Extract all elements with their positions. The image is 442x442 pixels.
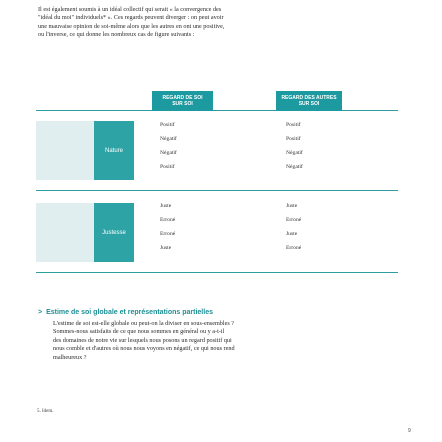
table-cell: Négatif [160, 136, 177, 142]
row-group-background [36, 121, 94, 180]
table-cell: Erroné [286, 217, 302, 223]
section-paragraph [53, 320, 395, 362]
table-cell: Erroné [286, 245, 302, 251]
header-others-view-line1: REGARD DES AUTRES [281, 95, 337, 101]
intro-line: une mauvaise opinion de soi-même alors que les autres en ont une positive, [38, 22, 225, 30]
para-line: des domaines de notre vie sur lesquels nous posons un regard positif qui [53, 336, 232, 344]
page-number: 9 [408, 428, 411, 434]
table-cell: Positif [286, 136, 301, 142]
row-group-label-text: Justesse [102, 229, 126, 236]
row-group-label-nature [94, 121, 134, 180]
intro-line: "idéal du moi" individuels* ». Ces regards peuvent diverger : on peut avoir [38, 14, 224, 22]
row-group-label-text: Nature [104, 147, 123, 154]
para-line: malheureux ? [53, 353, 87, 361]
table-cell: Erroné [160, 231, 176, 237]
table-cell: Positif [160, 164, 175, 170]
table-cell: Négatif [286, 164, 303, 170]
table-cell: Juste [286, 203, 298, 209]
intro-line: ou l'inverse, ce qui donne les nombreux cas de figure suivants : [38, 31, 195, 39]
row-group-label-justesse [94, 203, 134, 262]
header-self-view-line2: SUR SOI [172, 101, 193, 107]
section-heading [38, 309, 213, 316]
header-others-view [276, 91, 342, 111]
section-marker-icon: > [38, 309, 43, 316]
intro-paragraph [38, 6, 408, 40]
row-group-background [36, 203, 94, 262]
section-title-text: Estime de soi globale et représentations partielles [46, 309, 213, 316]
table-cell: Juste [160, 203, 172, 209]
table-cell: Positif [160, 122, 175, 128]
table-cell: Positif [286, 122, 301, 128]
table-cell: Juste [160, 245, 172, 251]
para-line: L'estime de soi est-elle globale ou peut-on la diviser en sous-ensembles ? [53, 320, 235, 327]
table-divider [36, 272, 398, 273]
table-cell: Juste [286, 231, 298, 237]
table-header-row [36, 91, 398, 111]
header-others-view-line2: SUR SOI [298, 101, 320, 107]
intro-line: Il est également soumis à un idéal collectif qui serait « la convergence des [38, 6, 222, 13]
table-cell: Négatif [160, 150, 177, 156]
para-line: nous comble et d'autres où nous nous voyons en négatif, ce qui nous rend [53, 345, 235, 353]
table-cell: Négatif [286, 150, 303, 156]
table-divider [36, 190, 398, 191]
para-line: Sommes-nous satisfaits de ce que nous sommes en général ou y a-t-il [53, 328, 225, 336]
header-self-view [152, 91, 213, 111]
table-cell: Erroné [160, 217, 176, 223]
footnote: 5. Idem. [37, 409, 54, 414]
header-self-view-line1: REGARD DE SOI [162, 95, 203, 101]
